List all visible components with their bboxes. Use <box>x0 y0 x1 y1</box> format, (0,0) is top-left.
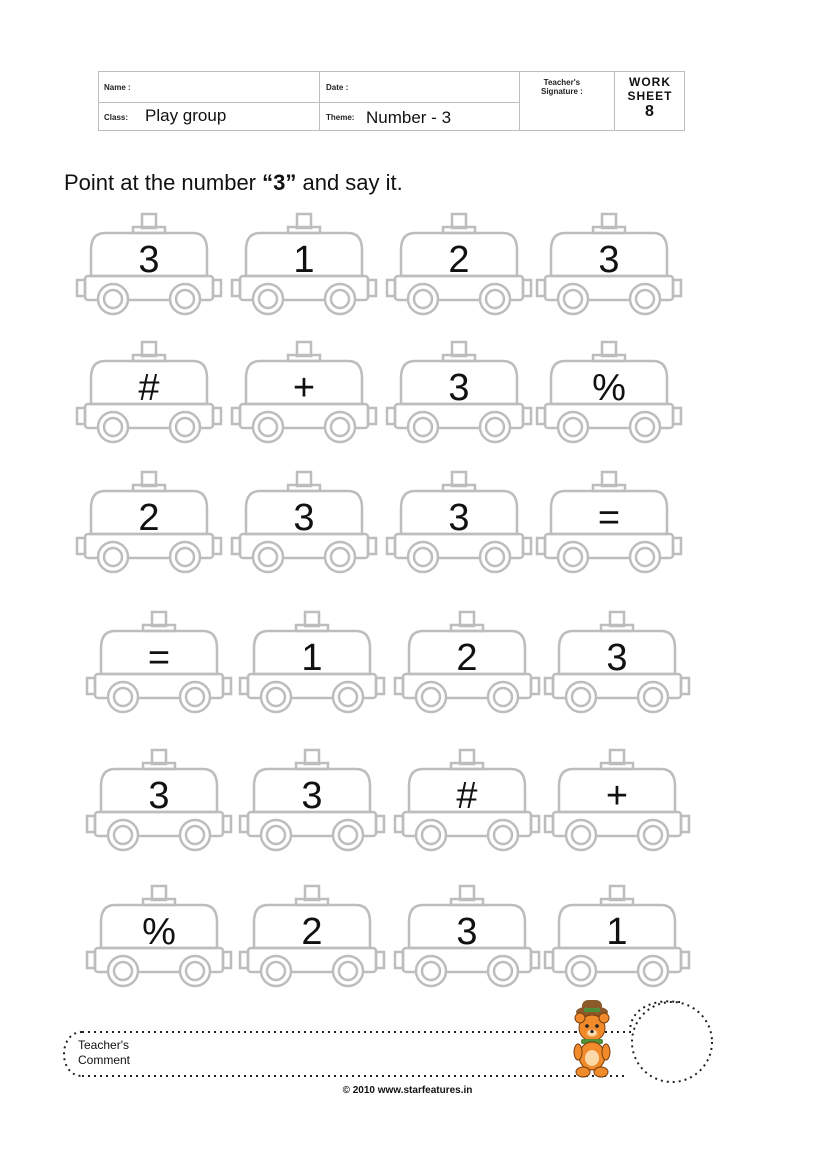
train-wagon[interactable] <box>543 610 691 728</box>
train-wagon[interactable] <box>385 212 533 330</box>
bear-icon <box>574 1000 610 1077</box>
wagon-symbol: % <box>592 367 626 409</box>
train-wagon[interactable] <box>230 470 378 588</box>
worksheet-number: 8 <box>645 103 655 120</box>
train-wagon[interactable] <box>385 470 533 588</box>
train-wagon[interactable] <box>393 884 541 1002</box>
train-wagon[interactable] <box>85 884 233 1002</box>
train-wagon[interactable] <box>535 470 683 588</box>
worksheet-badge-line1: WORK <box>629 75 671 89</box>
teacher-comment-line2: Comment <box>78 1053 131 1067</box>
name-label: Name : <box>104 83 131 92</box>
worksheet-badge-line2: SHEET <box>627 89 673 103</box>
wagon-symbol: 1 <box>606 911 628 953</box>
train-wagon[interactable] <box>85 610 233 728</box>
wagon-symbol: 2 <box>301 911 323 953</box>
teacher-signature-line1: Teacher's <box>543 78 581 87</box>
wagon-symbol: = <box>147 637 171 679</box>
train-wagon[interactable] <box>543 884 691 1002</box>
train-wagon[interactable] <box>393 748 541 866</box>
wagon-symbol: 3 <box>448 497 470 539</box>
train-wagon[interactable] <box>238 610 386 728</box>
train-wagon[interactable] <box>393 610 541 728</box>
theme-value: Number - 3 <box>366 108 452 127</box>
train-wagon[interactable] <box>238 884 386 1002</box>
wagon-symbol: = <box>597 497 621 539</box>
wagon-symbol: 3 <box>606 637 628 679</box>
date-label: Date : <box>326 83 349 92</box>
wagon-symbol: # <box>138 367 160 409</box>
wagon-symbol: 3 <box>148 775 170 817</box>
wagon-symbol: 3 <box>448 367 470 409</box>
wagon-symbol: 3 <box>293 497 315 539</box>
wagon-symbol: # <box>456 775 478 817</box>
train-wagon[interactable] <box>238 748 386 866</box>
train-wagon[interactable] <box>535 340 683 458</box>
teacher-comment-box <box>50 990 730 1090</box>
train-wagon[interactable] <box>75 340 223 458</box>
wagon-symbol: 3 <box>598 239 620 281</box>
wagon-symbol: + <box>292 367 316 409</box>
theme-label: Theme: <box>326 113 355 122</box>
wagon-symbol: 2 <box>138 497 160 539</box>
train-wagon[interactable] <box>85 748 233 866</box>
instruction-open-quote: “ <box>262 170 274 195</box>
train-wagon[interactable] <box>543 748 691 866</box>
comment-dotted-border <box>64 1032 625 1076</box>
wagon-symbol: % <box>142 911 176 953</box>
comment-dotted-circle <box>632 1002 712 1082</box>
teacher-comment-label <box>78 1038 130 1068</box>
wagon-symbol: 3 <box>138 239 160 281</box>
train-wagon[interactable] <box>75 470 223 588</box>
instruction-target-number: 3 <box>273 170 286 195</box>
wagon-symbol: 3 <box>301 775 323 817</box>
teacher-signature-line2: Signature : <box>541 87 583 96</box>
instruction-close-quote: ” <box>285 170 297 195</box>
instruction-prefix: Point at the number <box>64 170 263 195</box>
wagon-symbol: 3 <box>456 911 478 953</box>
class-value: Play group <box>145 106 227 125</box>
wagon-symbol: 1 <box>301 637 323 679</box>
teacher-comment-line1: Teacher's <box>78 1038 129 1052</box>
copyright-footer: © 2010 www.starfeatures.in <box>342 1085 473 1096</box>
wagon-symbol: 2 <box>456 637 478 679</box>
class-label: Class: <box>104 113 129 122</box>
instruction-suffix: and say it. <box>296 170 403 195</box>
train-wagon[interactable] <box>230 212 378 330</box>
wagon-symbol: + <box>605 775 629 817</box>
wagon-symbol: 1 <box>293 239 315 281</box>
train-wagon[interactable] <box>535 212 683 330</box>
train-wagon[interactable] <box>230 340 378 458</box>
train-wagon[interactable] <box>75 212 223 330</box>
wagon-symbol: 2 <box>448 239 470 281</box>
train-wagon[interactable] <box>385 340 533 458</box>
